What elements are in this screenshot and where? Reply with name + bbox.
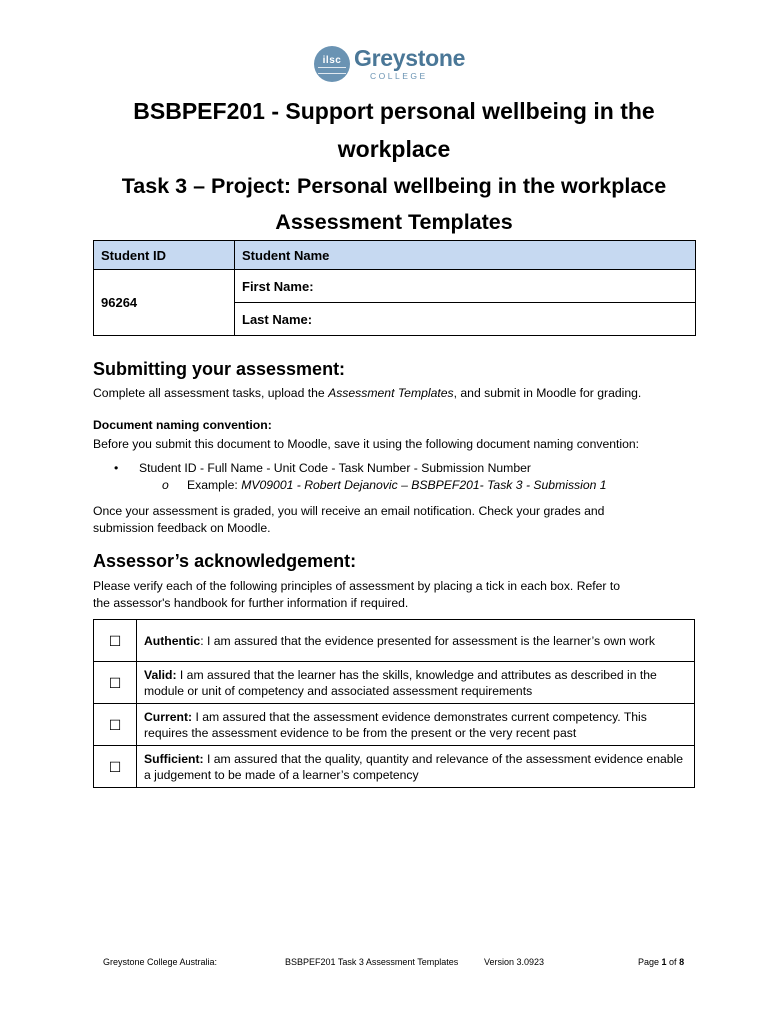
naming-convention-heading: Document naming convention: — [93, 418, 272, 432]
naming-convention-text: Before you submit this document to Moodle, save it using the following document naming convention: — [93, 437, 640, 451]
student-name-header: Student Name — [235, 241, 696, 270]
logo-name: Greystone — [354, 45, 466, 72]
student-id-header: Student ID — [94, 241, 235, 270]
footer-document-name: BSBPEF201 Task 3 Assessment Templates — [285, 957, 459, 967]
task-title: Task 3 – Project: Personal wellbeing in the workplace Assessment Templates — [121, 174, 667, 234]
assessor-heading: Assessor’s acknowledgement: — [93, 551, 357, 571]
logo-subtitle: COLLEGE — [370, 71, 428, 82]
footer-version: Version 3.0923 — [484, 957, 545, 967]
sub-bullet-icon: o — [162, 478, 169, 492]
submitting-intro: Complete all assessment tasks, upload the Assessment Templates, and submit in Moodle for grading. — [93, 386, 642, 400]
student-id-value: 96264 — [94, 270, 235, 336]
student-details-table — [93, 240, 696, 336]
checkbox-valid[interactable]: ☐ — [94, 662, 137, 704]
table-row: ☐ Authentic: I am assured that the evidence presented for assessment is the learner’s own work — [94, 620, 695, 662]
table-row: ☐ Current: I am assured that the assessment evidence demonstrates current competency. This requires the assessment evidence to be from the present or the very recent past — [94, 704, 695, 746]
graded-notice: Once your assessment is graded, you will receive an email notification. Check your grades and submission feedback on Moodle. — [93, 504, 605, 535]
checkbox-sufficient[interactable]: ☐ — [94, 746, 137, 788]
footer-organisation: Greystone College Australia: — [103, 957, 218, 967]
assessor-intro: Please verify each of the following principles of assessment by placing a tick in each box. Refer to the assessor's handbook for further information if required. — [93, 579, 621, 610]
checkbox-authentic[interactable]: ☐ — [94, 620, 137, 662]
table-row: ☐ Sufficient: I am assured that the quality, quantity and relevance of the assessment evidence enable a judgement to be made of a learner’s competency — [94, 746, 695, 788]
footer-page-number: Page 1 of 8 — [638, 957, 685, 967]
list-item: • Student ID - Full Name - Unit Code - Task Number - Submission Number — [114, 461, 531, 475]
ilsc-badge-icon: ilsc — [314, 46, 350, 82]
bullet-icon: • — [114, 461, 119, 475]
table-row: ☐ Valid: I am assured that the learner has the skills, knowledge and attributes as described in the module or unit of competency and associated assessment requirements — [94, 662, 695, 704]
checkbox-current[interactable]: ☐ — [94, 704, 137, 746]
submitting-heading: Submitting your assessment: — [93, 359, 346, 379]
document-title: BSBPEF201 - Support personal wellbeing in the workplace — [133, 98, 655, 162]
naming-bullets — [93, 460, 698, 494]
greystone-college-logo — [314, 44, 484, 84]
last-name-field[interactable]: Last Name: — [235, 303, 696, 336]
list-item-example: o Example: MV09001 - Robert Dejanovic – BSBPEF201- Task 3 - Submission 1 — [162, 478, 607, 492]
first-name-field[interactable]: First Name: — [235, 270, 696, 303]
assessor-acknowledgement-table — [93, 619, 695, 788]
